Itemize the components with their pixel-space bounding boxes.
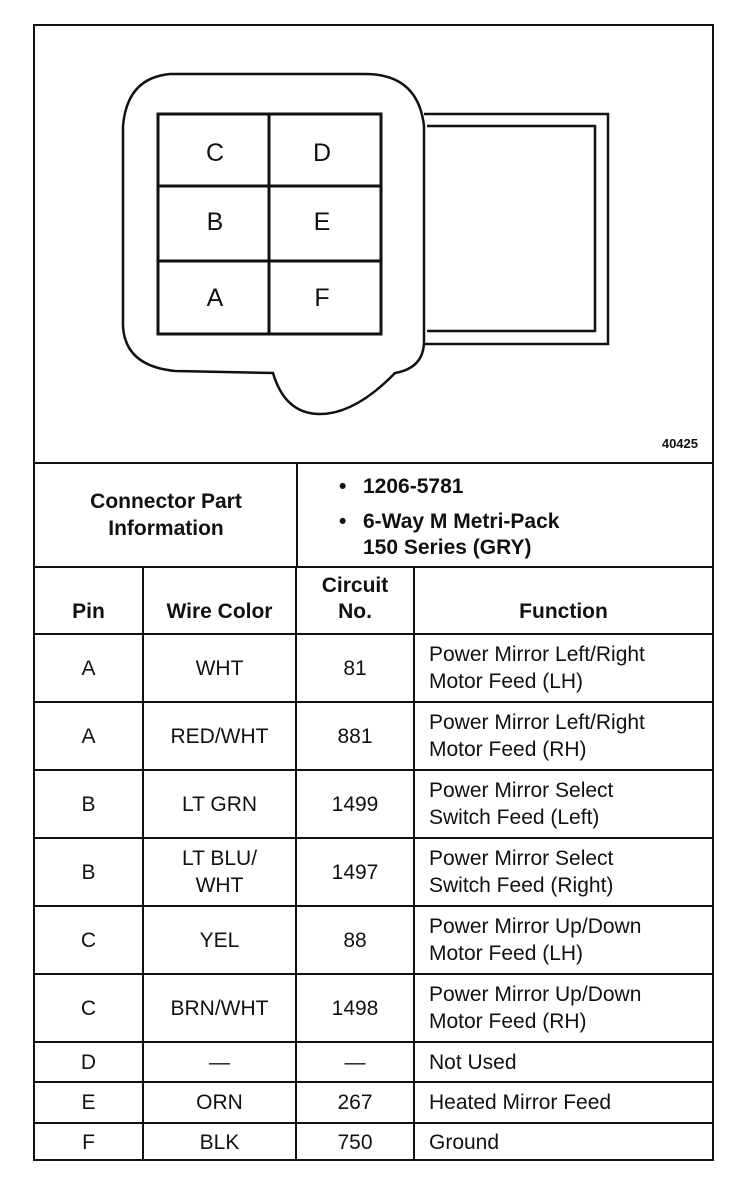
cavity-label-e: E	[313, 208, 331, 236]
connector-series: 150 Series (GRY)	[363, 536, 532, 559]
table-row	[35, 974, 712, 1042]
function-cell: Heated Mirror Feed	[414, 1082, 712, 1123]
cavity-label-f: F	[314, 284, 330, 312]
table-row	[35, 770, 712, 838]
header-function: Function	[414, 567, 712, 634]
table-row	[35, 906, 712, 974]
wire-color-cell: BLK	[143, 1123, 296, 1161]
wire-color-cell: LT GRN	[143, 770, 296, 838]
pin-cell: A	[35, 702, 143, 770]
pin-cell: A	[35, 634, 143, 702]
function-cell	[414, 770, 712, 838]
header-pin: Pin	[35, 567, 143, 634]
pin-table	[35, 566, 712, 1161]
function-cell: Ground	[414, 1123, 712, 1161]
pin-cell: B	[35, 838, 143, 906]
function-cell	[414, 838, 712, 906]
pin-cell: E	[35, 1082, 143, 1123]
cavity-label-d: D	[312, 139, 332, 167]
part-info-values	[297, 463, 712, 566]
part-number: 1206-5781	[363, 475, 464, 498]
function-line2: Motor Feed (LH)	[429, 670, 584, 693]
wire-color-cell: WHT	[143, 634, 296, 702]
pin-cell: C	[35, 906, 143, 974]
function-line2: Motor Feed (RH)	[429, 1010, 587, 1033]
table-row	[35, 838, 712, 906]
header-circuit-no	[296, 567, 414, 634]
function-cell	[414, 974, 712, 1042]
wire-color-cell: ORN	[143, 1082, 296, 1123]
connector-diagram	[35, 26, 712, 463]
cavity-label-c: C	[205, 139, 225, 167]
circuit-cell: 81	[296, 634, 414, 702]
wire-color-cell: RED/WHT	[143, 702, 296, 770]
function-cell	[414, 702, 712, 770]
function-line2: Switch Feed (Right)	[429, 874, 614, 897]
connector-latch-inner	[427, 126, 595, 331]
table-row	[35, 1123, 712, 1161]
connector-info-frame	[33, 24, 714, 1161]
connector-body-outline	[123, 74, 424, 414]
part-info-heading-line2: Information	[108, 516, 224, 540]
table-row	[35, 702, 712, 770]
pin-cell: D	[35, 1042, 143, 1082]
function-line1: Power Mirror Select	[429, 847, 614, 870]
pin-cell: B	[35, 770, 143, 838]
header-circuit-line2: No.	[338, 600, 372, 623]
function-line2: Motor Feed (RH)	[429, 738, 587, 761]
function-line1: Power Mirror Up/Down	[429, 915, 642, 938]
function-line1: Power Mirror Left/Right	[429, 643, 645, 666]
wire-color-cell	[143, 838, 296, 906]
cavity-label-b: B	[206, 208, 224, 236]
function-cell	[414, 634, 712, 702]
pin-cell: F	[35, 1123, 143, 1161]
circuit-cell: 881	[296, 702, 414, 770]
circuit-cell: 267	[296, 1082, 414, 1123]
wire-color-cell: BRN/WHT	[143, 974, 296, 1042]
wire-color-line1: LT BLU/	[181, 847, 258, 870]
function-cell	[414, 906, 712, 974]
circuit-cell: —	[296, 1042, 414, 1082]
circuit-cell: 88	[296, 906, 414, 974]
table-row	[35, 634, 712, 702]
figure-number: 40425	[661, 436, 698, 451]
wire-color-cell: —	[143, 1042, 296, 1082]
cavity-label-a: A	[206, 284, 224, 312]
wire-color-line2: WHT	[195, 874, 244, 897]
function-line1: Power Mirror Select	[429, 779, 614, 802]
connector-type: 6-Way M Metri-Pack	[363, 510, 560, 533]
function-line2: Motor Feed (LH)	[429, 942, 584, 965]
wire-color-cell: YEL	[143, 906, 296, 974]
part-info-heading	[35, 463, 297, 566]
function-line1: Power Mirror Up/Down	[429, 983, 642, 1006]
circuit-cell: 1497	[296, 838, 414, 906]
function-line2: Switch Feed (Left)	[429, 806, 600, 829]
bullet-icon: •	[339, 475, 347, 498]
bullet-icon: •	[339, 510, 347, 533]
header-circuit-line1: Circuit	[321, 574, 389, 597]
function-line1: Power Mirror Left/Right	[429, 711, 645, 734]
function-cell: Not Used	[414, 1042, 712, 1082]
table-row	[35, 1042, 712, 1082]
part-info-heading-line1: Connector Part	[90, 489, 242, 513]
circuit-cell: 750	[296, 1123, 414, 1161]
circuit-cell: 1498	[296, 974, 414, 1042]
table-row	[35, 1082, 712, 1123]
connector-latch-outer	[424, 114, 608, 344]
pin-cell: C	[35, 974, 143, 1042]
circuit-cell: 1499	[296, 770, 414, 838]
header-wire-color: Wire Color	[143, 567, 296, 634]
